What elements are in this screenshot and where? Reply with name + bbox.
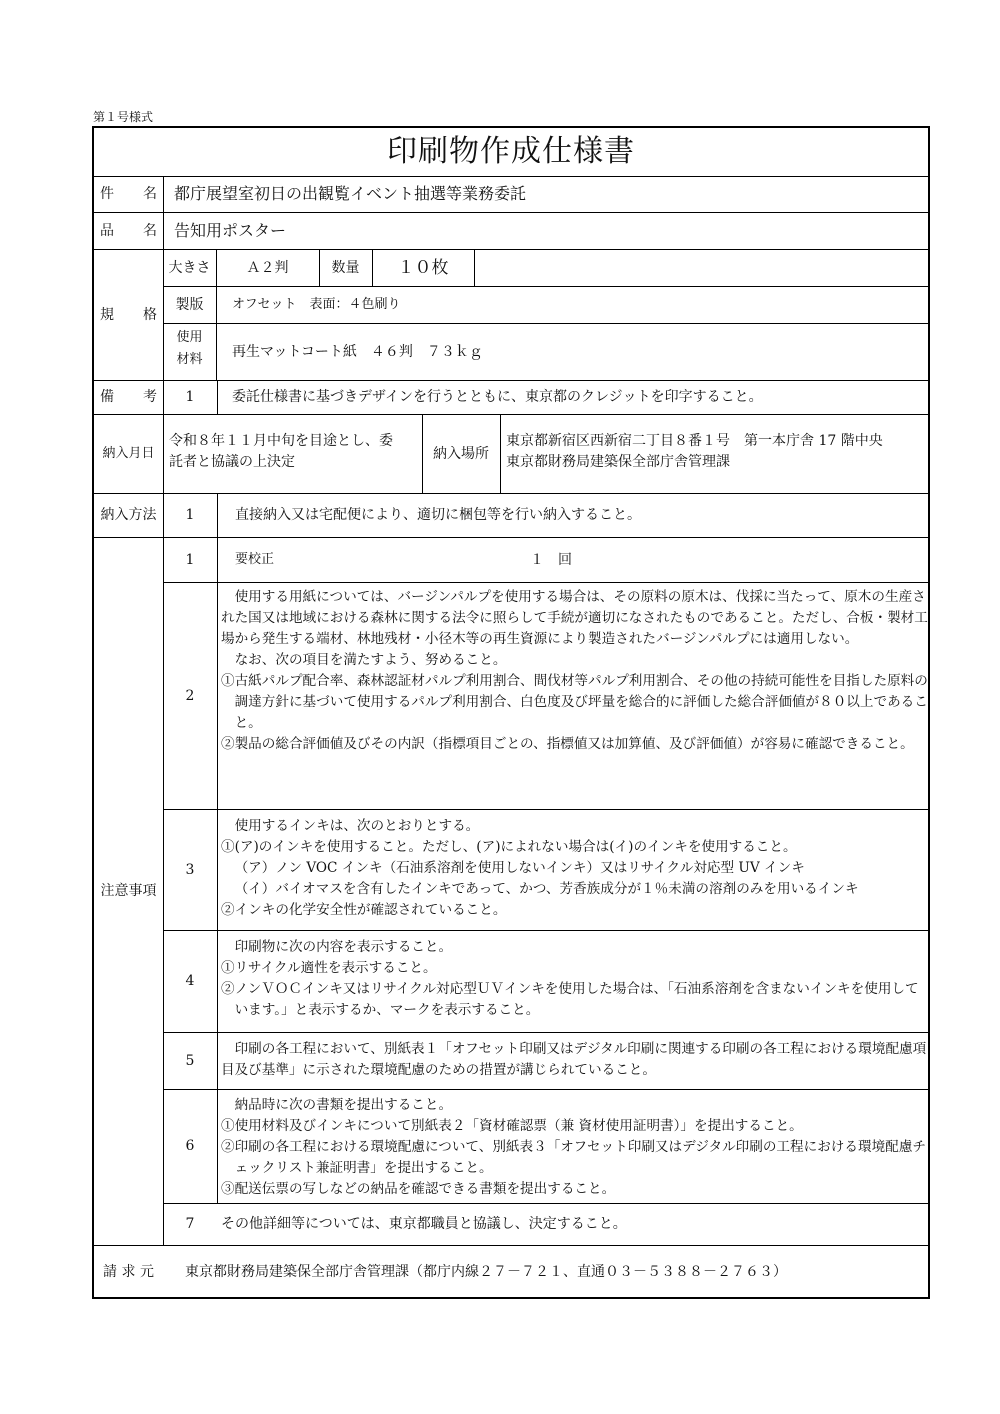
kenmei-label <box>94 176 163 212</box>
note-1-count: １ 回 <box>530 551 572 568</box>
delivery-place-label: 納入場所 <box>433 445 489 462</box>
kenmei-value: 都庁展望室初日の出観覧イベント抽選等業務委託 <box>174 184 527 203</box>
note-2-number: 2 <box>185 687 195 704</box>
label-char: 名 <box>143 186 157 202</box>
label-char: 格 <box>143 306 157 323</box>
note-paragraph: 使用するインキは、次のとおりとする。 <box>234 818 480 834</box>
note-subitem: （ア）ノン VOC インキ（石油系溶剤を使用しないインキ）又はリサイクル対応型 UV インキ <box>234 860 805 876</box>
quantity-label: 数量 <box>331 259 360 276</box>
delivery-date-line: 令和８年１１月中旬を目途とし、委 <box>169 433 393 449</box>
note-item: ③配送伝票の写しなどの納品を確認できる書類を提出すること。 <box>221 1181 616 1197</box>
material-value: 再生マットコート紙 ４６判 ７３ｋｇ <box>232 343 483 360</box>
note-paragraph: 使用する用紙については、バージンパルプを使用する場合は、その原料の原木は、伐採に当たって、原木の生産された国又は地域における森林に関する法令に照らして手続が適切になされたものであること。ただし、合板・製材工場から発生する端材、林地残材・小径木等の再生資源により製造されたバージンパルプには適用しない。 <box>221 589 928 647</box>
biko-text: 委託仕様書に基づきデザインを行うとともに、東京都のクレジットを印字すること。 <box>232 389 763 405</box>
label-char: 考 <box>143 389 157 405</box>
note-1-text: 要校正 <box>235 551 275 567</box>
biko-number: 1 <box>185 389 195 405</box>
material-label-line: 材料 <box>176 352 203 367</box>
note-6-body <box>217 1089 930 1203</box>
note-subitem: （イ）バイオマスを含有したインキであって、かつ、芳香族成分が１％未満の溶剤のみを用いるインキ <box>234 881 859 897</box>
label-char: 名 <box>143 222 157 239</box>
note-paragraph: 印刷の各工程において、別紙表１「オフセット印刷又はデジタル印刷に関連する印刷の各工程における環境配慮項目及び基準」に示された環境配慮のための措置が講じられていること。 <box>221 1041 927 1078</box>
delivery-place-line: 東京都新宿区西新宿二丁目８番１号 第一本庁舎 17 階中央 <box>506 433 883 449</box>
note-3-number: 3 <box>185 861 195 878</box>
note-item: ②印刷の各工程における環境配慮について、別紙表３「オフセット印刷又はデジタル印刷の工程における環境配慮チェックリスト兼証明書」を提出すること。 <box>221 1139 926 1176</box>
note-7-number: 7 <box>185 1216 195 1232</box>
delivery-date-line: 託者と協議の上決定 <box>169 454 295 470</box>
size-value: Ａ２判 <box>246 259 289 276</box>
delivery-method-label: 納入方法 <box>100 507 157 523</box>
note-6-number: 6 <box>185 1138 195 1154</box>
billing-label: 請 求 元 <box>103 1264 154 1280</box>
size-label: 大きさ <box>168 259 211 276</box>
delivery-method-number: 1 <box>185 507 195 523</box>
kikaku-label <box>94 249 163 380</box>
label-char: 品 <box>100 222 114 239</box>
label-char: 規 <box>100 306 114 323</box>
delivery-date-label: 納入月日 <box>102 445 155 461</box>
specification-table <box>92 126 930 1299</box>
rule <box>217 380 218 414</box>
label-char: 件 <box>100 186 114 202</box>
form-number: 第１号様式 <box>93 110 154 124</box>
quantity-value: １０枚 <box>397 257 449 278</box>
note-2-body <box>217 582 930 809</box>
hinmei-value: 告知用ポスター <box>174 220 287 240</box>
note-paragraph: なお、次の項目を満たすよう、努めること。 <box>234 652 507 668</box>
notes-label: 注意事項 <box>100 883 157 899</box>
rule <box>94 414 928 415</box>
note-1-number: 1 <box>185 551 195 568</box>
label-char: 備 <box>100 389 114 405</box>
delivery-date-value <box>169 431 419 481</box>
delivery-place-value <box>506 431 926 481</box>
delivery-place-line: 東京都財務局建築保全部庁舎管理課 <box>506 454 730 470</box>
note-5-body <box>217 1032 930 1089</box>
note-item: ②ノンＶＯＣインキ又はリサイクル対応型ＵＶインキを使用した場合は、「石油系溶剤を含まないインキを使用しています。」と表示するか、マークを表示すること。 <box>221 981 919 1018</box>
note-3-body <box>217 809 930 930</box>
billing-value: 東京都財務局建築保全部庁舎管理課（都庁内線２７－７２１、直通０３－５３８８－２７６３） <box>185 1264 787 1280</box>
note-item: ①古紙パルプ配合率、森林認証材パルプ利用割合、間伐材等パルプ利用割合、その他の持続可能性を目指した原料の調達方針に基づいて使用するパルプ利用割合、白色度及び坪量を総合的に評価した総合評価値が８０以上であること。 <box>221 673 928 731</box>
note-item: ②製品の総合評価値及びその内訳（指標項目ごとの、指標値又は加算値、及び評価値）が容易に確認できること。 <box>221 736 914 752</box>
note-7-text: その他詳細等については、東京都職員と協議し、決定すること。 <box>221 1216 627 1232</box>
biko-label <box>94 380 163 414</box>
plate-label: 製版 <box>175 296 204 313</box>
rule <box>474 249 475 286</box>
note-4-body <box>217 930 930 1032</box>
rule <box>94 537 928 538</box>
note-5-number: 5 <box>185 1052 195 1069</box>
note-item: ①リサイクル適性を表示すること。 <box>221 960 437 976</box>
note-paragraph: 納品時に次の書類を提出すること。 <box>234 1097 453 1113</box>
note-item: ①使用材料及びインキについて別紙表２「資材確認票（兼 資材使用証明書）」を提出すること。 <box>221 1118 803 1134</box>
note-item: ②インキの化学安全性が確認されていること。 <box>221 902 507 918</box>
material-label <box>163 327 216 377</box>
document-title: 印刷物作成仕様書 <box>387 134 635 169</box>
rule <box>217 493 218 537</box>
plate-value: オフセット 表面：４色刷り <box>232 296 401 312</box>
rule <box>500 414 501 493</box>
hinmei-label <box>94 212 163 249</box>
material-label-line: 使用 <box>176 330 203 345</box>
delivery-method-text: 直接納入又は宅配便により、適切に梱包等を行い納入すること。 <box>235 507 641 523</box>
note-item: ①(ア)のインキを使用すること。ただし、(ア)によれない場合は(イ)のインキを使用すること。 <box>221 839 797 855</box>
note-paragraph: 印刷物に次の内容を表示すること。 <box>234 939 453 955</box>
note-4-number: 4 <box>185 973 195 989</box>
